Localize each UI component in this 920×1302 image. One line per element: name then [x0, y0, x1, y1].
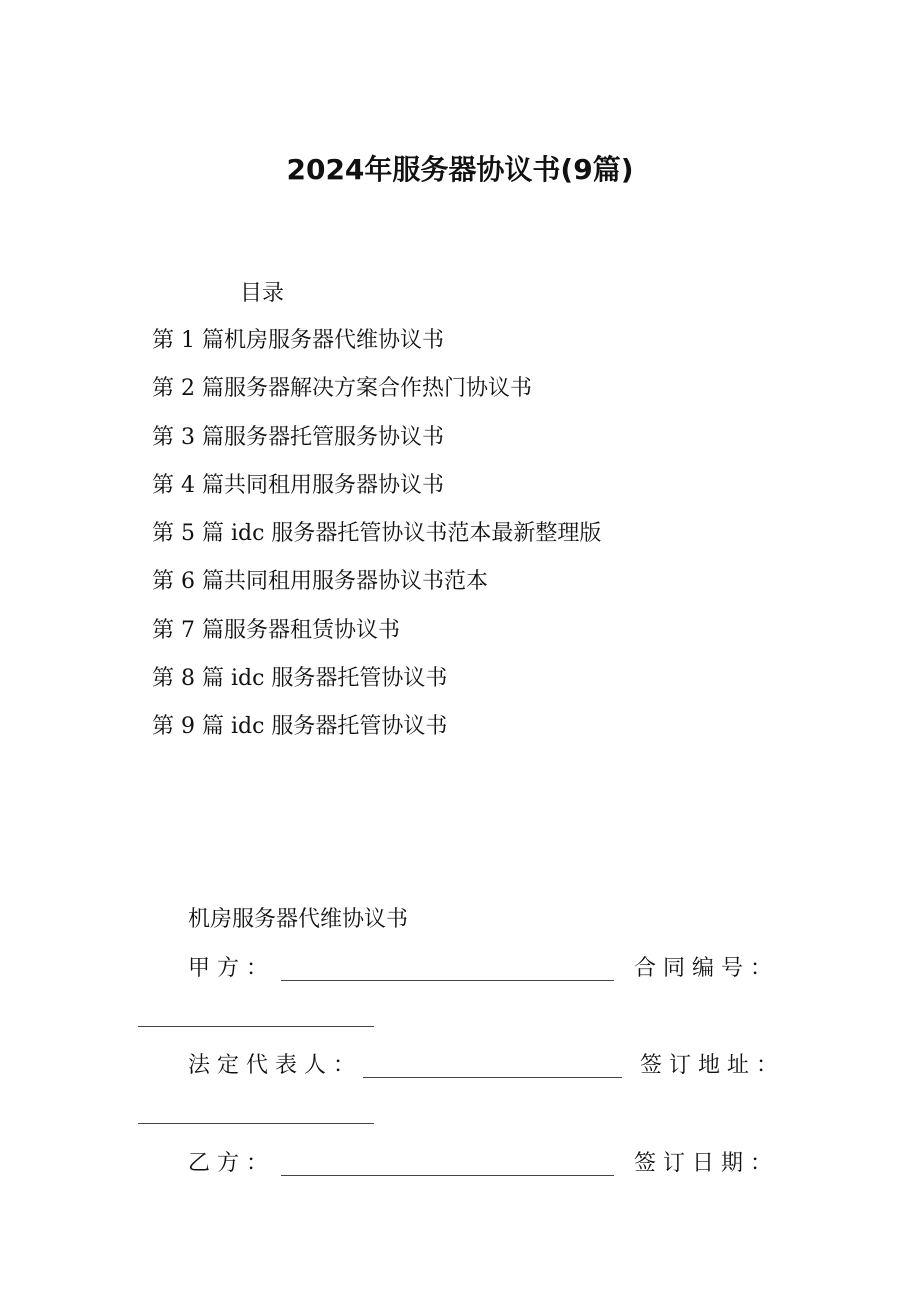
- sign-address-blank: [138, 1123, 374, 1124]
- sign-date-label: 签订日期：: [634, 1151, 780, 1176]
- toc-item-2: 第 2 篇服务器解决方案合作热门协议书: [152, 376, 532, 402]
- toc-item-7: 第 7 篇服务器租赁协议书: [152, 617, 400, 643]
- contract-no-label: 合同编号：: [634, 956, 780, 981]
- party-b-row: [0, 1149, 920, 1183]
- party-b-label: 乙方：: [188, 1151, 276, 1176]
- toc-item-6: 第 6 篇共同租用服务器协议书范本: [152, 569, 488, 595]
- party-a-label: 甲方：: [188, 956, 276, 981]
- toc-item-3: 第 3 篇服务器托管服务协议书: [152, 424, 444, 450]
- toc-item-5: 第 5 篇 idc 服务器托管协议书范本最新整理版: [152, 521, 602, 547]
- legal-rep-row: [0, 1051, 920, 1085]
- party-a-blank: [281, 980, 614, 981]
- toc-heading: 目录: [240, 281, 285, 306]
- table-of-contents: [152, 326, 601, 761]
- toc-item-1: 第 1 篇机房服务器代维协议书: [152, 328, 444, 353]
- toc-item-8: 第 8 篇 idc 服务器托管协议书: [152, 666, 448, 692]
- legal-rep-blank: [363, 1077, 622, 1078]
- party-b-blank: [281, 1175, 614, 1176]
- sign-address-label: 签订地址：: [640, 1053, 786, 1078]
- party-a-row: [0, 954, 920, 988]
- contract-no-blank: [138, 1026, 374, 1027]
- document-title: 2024年服务器协议书(9篇): [286, 153, 634, 186]
- toc-item-4: 第 4 篇共同租用服务器协议书: [152, 472, 444, 498]
- toc-item-9: 第 9 篇 idc 服务器托管协议书: [152, 714, 448, 740]
- legal-rep-label: 法定代表人：: [188, 1053, 363, 1078]
- section-title: 机房服务器代维协议书: [188, 907, 409, 932]
